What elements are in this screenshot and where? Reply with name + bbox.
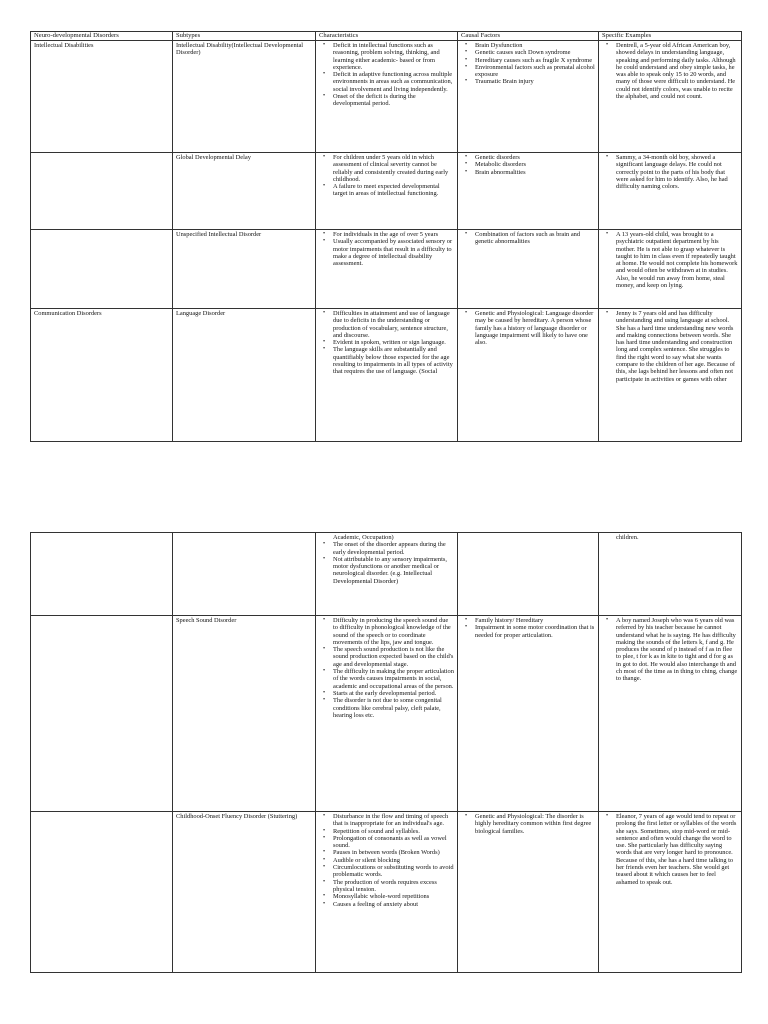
table-row — [31, 230, 742, 309]
causes-cell — [458, 616, 599, 812]
list-item: • The onset of the disorder appears during the early developmental period. — [333, 541, 454, 556]
characteristics-cell — [316, 41, 458, 153]
list-item: • Family history/ Hereditary — [475, 617, 595, 624]
list-item: • Eleanor, 7 years of age would tend to repeat or prolong the first letter or syllables of the words she says. Sometimes, stop mid-word or mid-sentence and often would change the word to use. She particularly has difficulty saying words that are very longer hard to pronounce. Because of this, she has a hard time talking to her friends even her teachers. She would get teased about it which causes her to feel ashamed to speak out. — [616, 813, 738, 886]
category-cell — [31, 812, 173, 973]
characteristics-cell — [316, 153, 458, 230]
list-item: • Dentrell, a 5-year old African American boy, showed delays in understanding language, speaking and performing daily tasks. Although he could understand and obey simple tasks, he was able to speak only 15 to 20 words, and many of those were difficult to understand. He could not identify colors, was unable to recite the alphabet, and could not count. — [616, 42, 738, 100]
subtype-cell: Speech Sound Disorder — [173, 616, 316, 812]
causes-cell — [458, 41, 599, 153]
category-cell — [31, 230, 173, 309]
list-item: • Repetition of sound and syllables. — [333, 828, 454, 835]
list-item: • The language skills are substantially and quantifiably below those expected for the age resulting to impairments in all types of activity that requires the use of language. (Social — [333, 346, 454, 375]
list-item: • Metabolic disorders — [475, 161, 595, 168]
causes-cell — [458, 309, 599, 442]
disorders-table-page-2 — [30, 532, 742, 973]
characteristics-cell — [316, 230, 458, 309]
category-cell: Intellectual Disabilities — [31, 41, 173, 153]
table-row — [31, 812, 742, 973]
list-item: • Genetic and Physiological: The disorder is highly hereditary common within first degree biological families. — [475, 813, 595, 835]
list-item: • Jenny is 7 years old and has difficulty understanding and using language at school. She has a hard time understanding new words and making connections between words. She has hard time understanding and construction long and complex sentence. She struggles to find the right word to say what she wants compare to the children of her age. Because of this, she lags behind her lessons and often not participate in activities or games with other — [616, 310, 738, 383]
list-item: • Pauses in between words (Broken Words) — [333, 849, 454, 856]
list-item: • Usually accompanied by associated sensory or motor impairments that result in a difficulty to make a degree of intellectual disability assessment. — [333, 238, 454, 267]
list-item: • The disorder is not due to some congenital conditions like cerebral palsy, cleft palate, hearing loss etc. — [333, 697, 454, 719]
list-item: • Difficulties in attainment and use of language due to deficits in the understanding or production of vocabulary, sentence structure, and discourse. — [333, 310, 454, 339]
causes-cell — [458, 812, 599, 973]
causes-cell — [458, 533, 599, 616]
list-item: • Brain abnormalities — [475, 169, 595, 176]
list-item: • Traumatic Brain injury — [475, 78, 595, 85]
list-item: • Genetic causes such Down syndrome — [475, 49, 595, 56]
category-cell — [31, 533, 173, 616]
list-item: • Starts at the early developmental period. — [333, 690, 454, 697]
table-header-row — [31, 32, 742, 41]
list-item: • Not attributable to any sensory impairments, motor dysfunctions or another medical or neurological disorder. (e.g. Intellectual Developmental Disorder) — [333, 556, 454, 585]
examples-cell — [599, 616, 742, 812]
list-item: • Genetic and Physiological: Language disorder may be caused by hereditary. A person whose family has a history of language disorder or language impairment will likely to have one also. — [475, 310, 595, 346]
causes-cell — [458, 153, 599, 230]
list-item: • Circumlocutions or substituting words to avoid problematic words. — [333, 864, 454, 879]
characteristics-cell — [316, 309, 458, 442]
header-specific-examples: Specific Examples — [599, 32, 742, 41]
table-row — [31, 309, 742, 442]
header-disorders: Neuro-developmental Disorders — [31, 32, 173, 41]
list-item: • Combination of factors such as brain and genetic abnormalities — [475, 231, 595, 246]
subtype-cell: Unspecified Intellectual Disorder — [173, 230, 316, 309]
list-item: • Audible or silent blocking — [333, 857, 454, 864]
list-item: • For individuals in the age of over 5 years — [333, 231, 454, 238]
category-cell: Communication Disorders — [31, 309, 173, 442]
continued-text: children. — [616, 534, 639, 541]
header-causal-factors: Causal Factors — [458, 32, 599, 41]
characteristics-cell — [316, 533, 458, 616]
examples-cell — [599, 309, 742, 442]
list-item: • A boy named Joseph who was 6 years old was referred by his teacher because he cannot understand what he is saying. He has difficulty making the sounds of the letters k, f and g. He produces the sound of p instead of f as in flee to plee, t for k as in kite to tight and d for g as in got to dot. He would also interchange th and ch most of the time as in thing to ching, change to thange. — [616, 617, 738, 683]
header-characteristics: Characteristics — [316, 32, 458, 41]
list-item: • Genetic disorders — [475, 154, 595, 161]
subtype-cell: Childhood-Onset Fluency Disorder (Stuttering) — [173, 812, 316, 973]
continued-text: Academic, Occupation) — [333, 534, 394, 541]
list-item: • Deficit in intellectual functions such as reasoning, problem solving, thinking, and learning either academic- based or from experience. — [333, 42, 454, 71]
subtype-cell — [173, 533, 316, 616]
list-item: • Environmental factors such as prenatal alcohol exposure — [475, 64, 595, 79]
examples-cell — [599, 533, 742, 616]
characteristics-cell — [316, 812, 458, 973]
list-item: • The speech sound production is not like the sound production expected based on the child's age and developmental stage. — [333, 646, 454, 668]
subtype-cell: Intellectual Disability(Intellectual Developmental Disorder) — [173, 41, 316, 153]
list-item: • Evident in spoken, written or sign language. — [333, 339, 454, 346]
list-item: • The production of words requires excess physical tension. — [333, 879, 454, 894]
table-row — [31, 533, 742, 616]
list-item: • Hereditary causes such as fragile X syndrome — [475, 57, 595, 64]
list-item: • Onset of the deficit is during the developmental period. — [333, 93, 454, 108]
subtype-cell: Global Developmental Delay — [173, 153, 316, 230]
category-cell — [31, 616, 173, 812]
table-row — [31, 41, 742, 153]
table-row — [31, 616, 742, 812]
category-cell — [31, 153, 173, 230]
list-item: • Disturbance in the flow and timing of speech that is inappropriate for an individual's age. — [333, 813, 454, 828]
list-item: • Brain Dysfunction — [475, 42, 595, 49]
causes-cell — [458, 230, 599, 309]
list-item: • A 13 years-old child, was brought to a psychiatric outpatient department by his mother. He is not able to grasp whatever is taught to him in class even if repeatedly taught at home. He would not complete his homework and would often be withdrawn at in studies. Also, he would run away from home, steal money, and keep on lying. — [616, 231, 738, 289]
list-item: • Deficit in adaptive functioning across multiple environments in areas such as communication, social involvement and living independently. — [333, 71, 454, 93]
list-item: • A failure to meet expected developmental target in areas of intellectual functioning. — [333, 183, 454, 198]
list-item: • The difficulty in making the proper articulation of the words causes impairments in social, academic and occupational areas of the person. — [333, 668, 454, 690]
list-item: • Monosyllabic whole-word repetitions — [333, 893, 454, 900]
list-item: • Difficulty in producing the speech sound due to difficulty in phonological knowledge of the sound of the speech or to coordinate movements of the lips, jaw and tongue. — [333, 617, 454, 646]
examples-cell — [599, 230, 742, 309]
characteristics-cell — [316, 616, 458, 812]
examples-cell — [599, 153, 742, 230]
header-subtypes: Subtypes — [173, 32, 316, 41]
list-item: • Sammy, a 34-month old boy, showed a significant language delays. He could not correctly point to the parts of his body that were asked for him to identify. Also, he had difficulty naming colors. — [616, 154, 738, 190]
table-row — [31, 153, 742, 230]
list-item: • For children under 5 years old in which assessment of clinical severity cannot be reliably and consistently created during early childhood. — [333, 154, 454, 183]
subtype-cell: Language Disorder — [173, 309, 316, 442]
list-item: • Prolongation of consonants as well as vowel sound. — [333, 835, 454, 850]
examples-cell — [599, 812, 742, 973]
list-item: • Impairment in some motor coordination that is needed for proper articulation. — [475, 624, 595, 639]
disorders-table-page-1 — [30, 31, 742, 442]
list-item: • Causes a feeling of anxiety about — [333, 901, 454, 908]
examples-cell — [599, 41, 742, 153]
